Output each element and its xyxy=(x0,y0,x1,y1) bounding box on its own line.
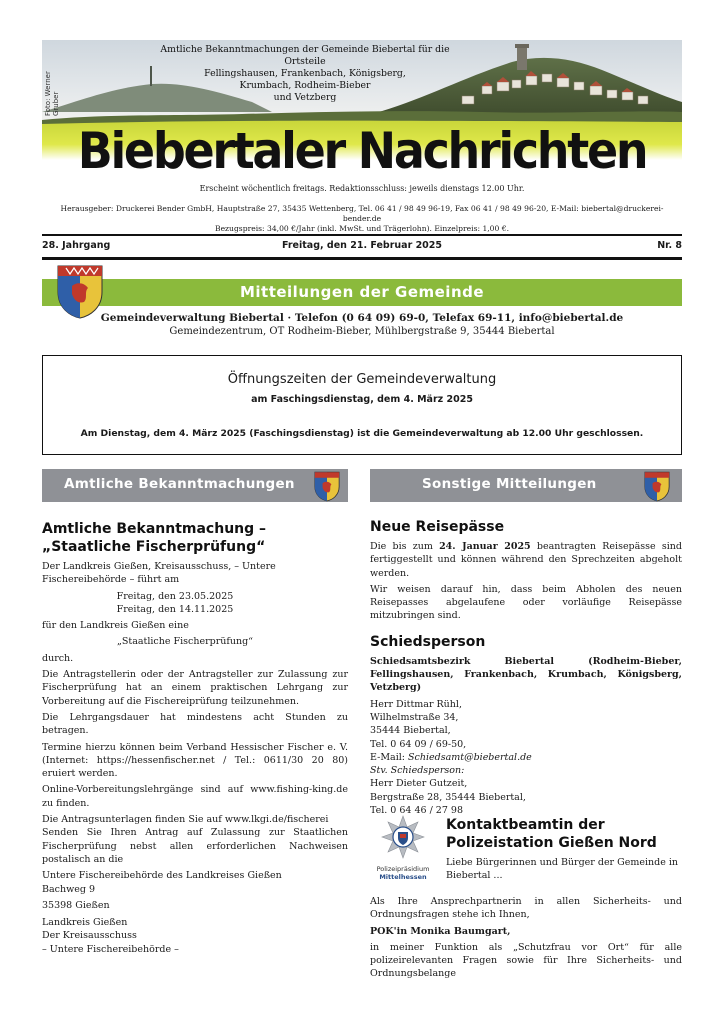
divider xyxy=(42,257,682,260)
paragraph: Die Antragstellerin oder der Antragsteller zur Zulassung zur Fischerprüfung hat an einem praktischen Lehrgang zur Vorbereitung auf die Fischereiprüfung teilzunehmen. xyxy=(42,669,348,707)
paragraph: Die Lehrgangsdauer hat mindestens acht Stunden zu betragen. xyxy=(42,711,348,737)
photo-credit: Foto: Werner Gruber xyxy=(44,71,60,116)
paragraph: Als Ihre Ansprechpartnerin in allen Sicherheits- und Ordnungsfragen stehe ich Ihnen, xyxy=(370,896,682,921)
left-column xyxy=(42,520,348,956)
officer-name: POK'in Monika Baumgart, xyxy=(370,925,511,937)
address-block: Untere Fischereibehörde des Landkreises Gießen Bachweg 9 35398 Gießen xyxy=(42,870,282,911)
address-block: Landkreis Gießen Der Kreisausschuss – Untere Fischereibehörde – xyxy=(42,917,179,955)
issue-number: Nr. 8 xyxy=(657,240,682,251)
paragraph: durch. xyxy=(42,652,74,664)
paragraph: Liebe Bürgerinnen und Bürger der Gemeinde in Biebertal ... xyxy=(446,857,678,882)
other-notices-banner: Sonstige Mitteilungen xyxy=(370,469,682,502)
issue-bar xyxy=(42,240,682,254)
admin-address: Gemeindezentrum, OT Rodheim-Bieber, Mühlbergstraße 9, 35444 Biebertal xyxy=(169,326,555,337)
arbiter-heading: Schiedsperson xyxy=(370,633,486,650)
exam-date: Freitag, den 23.05.2025 xyxy=(116,590,234,602)
municipal-banner: Mitteilungen der Gemeinde xyxy=(42,279,682,306)
exam-date: Freitag, den 14.11.2025 xyxy=(116,603,234,615)
passports-heading: Neue Reisepässe xyxy=(370,519,505,535)
volume: 28. Jahrgang xyxy=(42,240,111,251)
intro-text: Der Landkreis Gießen, Kreisausschuss, – Untere Fischereibehörde – führt am xyxy=(42,561,276,586)
article-heading: Amtliche Bekanntmachung – „Staatliche Fischerprüfung“ xyxy=(42,521,267,555)
police-star-icon xyxy=(381,815,425,859)
police-text xyxy=(370,895,682,984)
paragraph: Senden Sie Ihren Antrag auf Zulassung zur Staatlichen Fischerprüfung nebst allen erforderlichen Nachweisen postalisch an die xyxy=(42,827,348,865)
police-heading: Kontaktbeamtin der Polizeistation Gießen Nord xyxy=(446,817,657,851)
issue-date: Freitag, den 21. Februar 2025 xyxy=(281,240,443,251)
box-subtitle: am Faschingsdienstag, dem 4. März 2025 xyxy=(251,394,473,405)
admin-contact: Gemeindeverwaltung Biebertal · Telefon (0 64 09) 69-0, Telefax 69-11, info@biebertal.de xyxy=(100,312,624,324)
paragraph: Die bis zum 24. Januar 2025 beantragten Reisepässe sind fertiggestellt und können während den Sprechzeiten abgeholt werden. xyxy=(370,541,683,579)
arbiter-contact: Herr Dittmar Rühl, Wilhelmstraße 34, 35444 Biebertal, Tel. 0 64 09 / 69-50, E-Mail: Schiedsamt@biebertal.de Stv. Schiedsperson: Herr Dieter Gutzeit, Bergstraße 28, 35444 Biebertal, Tel. 0 64 46 / 27 98 xyxy=(370,698,532,817)
arbiter-district: Schiedsamtsbezirk Biebertal (Rodheim-Bieber, Fellingshausen, Frankenbach, Krumbach, Königsberg, Vetzberg) xyxy=(370,655,682,694)
divider xyxy=(42,234,682,236)
newspaper-title: Biebertaler Nachrichten xyxy=(77,122,647,180)
paragraph: Termine hierzu können beim Verband Hessischer Fischer e. V. (Internet: https://hessenfischer.net / Tel.: 0611/30 20 80) eruiert werden. xyxy=(42,741,348,780)
paragraph: für den Landkreis Gießen eine xyxy=(42,620,189,632)
publisher-info: Herausgeber: Druckerei Bender GmbH, Hauptstraße 27, 35435 Wettenberg, Tel. 06 41 / 98 49 96-19, Fax 06 41 / 98 49 96-20, E-Mail: biebertal@druckerei-bender.de Bezugspreis: 34,00 €/Jahr (inkl. MwSt. und Trägerlohn). Einzelpreis: 1,00 €. xyxy=(60,204,664,233)
paragraph: in meiner Funktion als „Schutzfrau vor Ort“ für alle polizeirelevanten Fragen sowie für Ihre Sicherheits- und Ordnungsbelange xyxy=(370,941,682,980)
police-heading-block xyxy=(446,816,682,886)
box-note: Am Dienstag, dem 4. März 2025 (Faschingsdienstag) ist die Gemeindeverwaltung ab 12.00 Uhr geschlossen. xyxy=(80,428,644,439)
paragraph: Online-Vorbereitungslehrgänge sind auf www.fishing-king.de zu finden. xyxy=(42,784,348,809)
exam-title: „Staatliche Fischerprüfung“ xyxy=(116,636,254,648)
paragraph: Die Antragsunterlagen finden Sie auf www.lkgi.de/fischerei xyxy=(42,814,329,826)
arbiter-email-link[interactable]: Schiedsamt@biebertal.de xyxy=(408,751,532,763)
box-title: Öffnungszeiten der Gemeindeverwaltung xyxy=(227,372,497,387)
police-logo: Polizeipräsidium Mittelhessen xyxy=(370,815,436,885)
coat-of-arms-icon xyxy=(312,470,342,502)
coat-of-arms-icon xyxy=(642,470,672,502)
right-column xyxy=(370,518,682,817)
official-notices-banner: Amtliche Bekanntmachungen xyxy=(42,469,348,502)
publication-info: Erscheint wöchentlich freitags. Redaktionsschluss: jeweils dienstags 12.00 Uhr. xyxy=(199,184,525,193)
hero-caption: Amtliche Bekanntmachungen der Gemeinde Biebertal für die Ortsteile Fellingshausen, Frankenbach, Königsberg, Krumbach, Rodheim-Bieber und Vetzberg xyxy=(160,44,450,103)
opening-hours-box xyxy=(42,355,682,455)
paragraph: Wir weisen darauf hin, dass beim Abholen des neuen Reisepasses abgelaufene oder vorläufige Reisepässe mitzubringen sind. xyxy=(370,583,682,622)
